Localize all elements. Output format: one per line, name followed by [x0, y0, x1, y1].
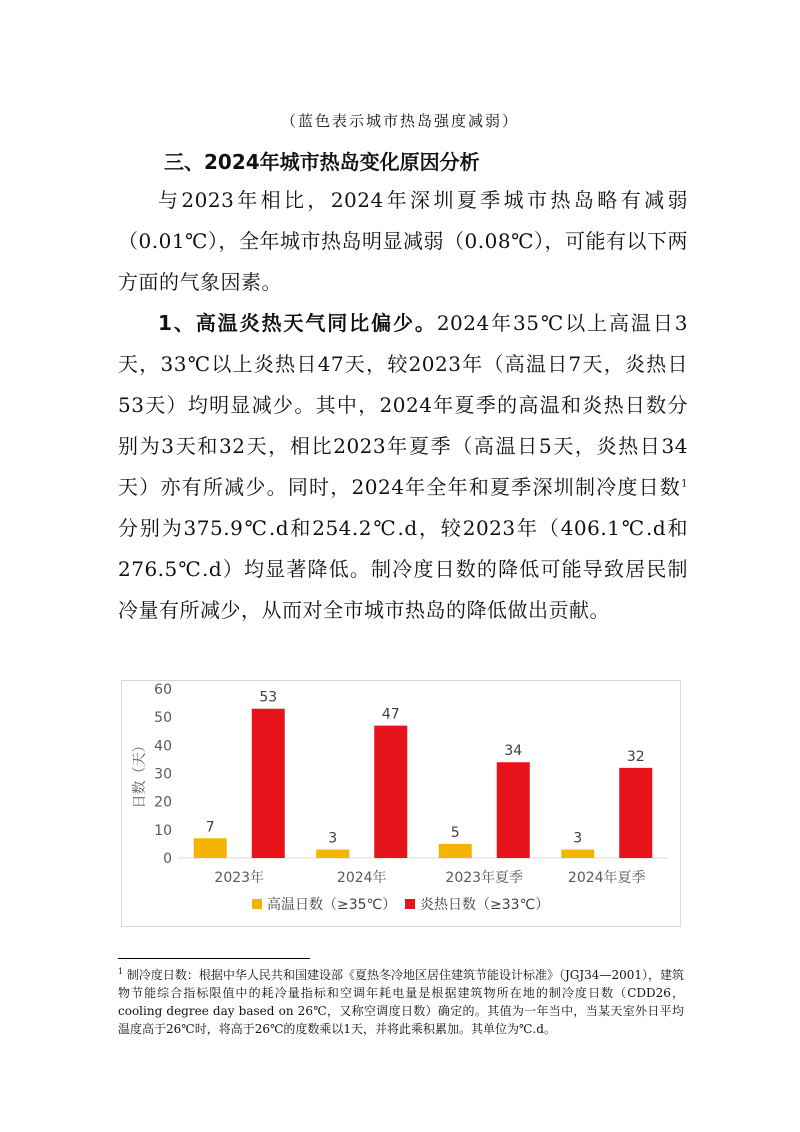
- bar-hot-day-1: [374, 726, 407, 858]
- data-label-high-temp-2: 5: [450, 824, 460, 841]
- bar-hot-day-0: [252, 709, 285, 858]
- legend-label-0: 高温日数（≥35℃）: [267, 897, 397, 913]
- paragraph-2-part-1: 2024年35℃以上高温日3天，33℃以上炎热日47天，较2023年（高温日7天，炎热日53天）均明显减少。其中，2024年夏季的高温和炎热日数分别为3天和32天，相比2023年夏季（高温日5天，炎热日34天）亦有所减少。同时，2024年全年和夏季深圳制冷度日数: [118, 311, 688, 499]
- y-tick-label-2: 20: [154, 794, 172, 811]
- data-label-high-temp-0: 7: [205, 819, 215, 836]
- footnote: [118, 966, 684, 1038]
- footnote-marker[interactable]: 1: [681, 478, 688, 490]
- data-label-hot-day-2: 34: [504, 743, 523, 760]
- x-tick-label-2: 2023年夏季: [445, 870, 524, 886]
- y-tick-label-6: 60: [154, 682, 172, 698]
- bar-high-temp-2: [439, 844, 472, 858]
- data-label-hot-day-1: 47: [381, 706, 400, 723]
- y-tick-label-5: 50: [154, 710, 172, 727]
- data-label-high-temp-3: 3: [573, 830, 583, 847]
- paragraph-2-part-2: 分别为375.9℃.d和254.2℃.d，较2023年（406.1℃.d和276.5℃.d）均显著降低。制冷度日数的降低可能导致居民制冷量有所减少，从而对全市城市热岛的降低做出贡献。: [118, 516, 688, 622]
- legend-swatch-0: [252, 899, 262, 909]
- legend-swatch-1: [405, 899, 415, 909]
- bar-high-temp-0: [194, 838, 227, 858]
- paragraph-2: [118, 303, 688, 631]
- body-text: [118, 180, 688, 631]
- figure-caption: （蓝色表示城市热岛强度减弱）: [280, 112, 519, 130]
- paragraph-1: 与2023年相比，2024年深圳夏季城市热岛略有减弱（0.01℃），全年城市热岛明显减弱（0.08℃），可能有以下两方面的气象因素。: [118, 188, 688, 294]
- bar-high-temp-1: [316, 850, 349, 858]
- bar-hot-day-3: [619, 768, 652, 858]
- x-tick-label-3: 2024年夏季: [567, 870, 646, 886]
- data-label-hot-day-3: 32: [626, 748, 645, 765]
- footnote-divider: [118, 958, 310, 959]
- section-heading: 三、2024年城市热岛变化原因分析: [164, 150, 480, 174]
- footnote-number: 1: [118, 967, 124, 976]
- y-axis-title: 日数（天）: [132, 738, 148, 809]
- data-label-hot-day-0: 53: [259, 689, 278, 706]
- bar-chart: [121, 680, 681, 927]
- y-tick-label-4: 40: [154, 738, 172, 755]
- paragraph-lead: 1、高温炎热天气同比偏少。: [158, 311, 437, 335]
- data-label-high-temp-1: 3: [328, 830, 338, 847]
- y-tick-label-3: 30: [154, 766, 172, 783]
- bar-high-temp-3: [561, 850, 594, 858]
- x-tick-label-1: 2024年: [336, 870, 387, 886]
- y-tick-label-1: 10: [154, 822, 172, 839]
- legend-label-1: 炎热日数（≥33℃）: [420, 897, 550, 913]
- chart-svg: [122, 681, 680, 926]
- x-tick-label-0: 2023年: [214, 870, 265, 886]
- bar-hot-day-2: [497, 762, 530, 858]
- footnote-text: 制冷度日数：根据中华人民共和国建设部《夏热冬冷地区居住建筑节能设计标准》（JGJ34—2001），建筑物节能综合指标限值中的耗冷量指标和空调年耗电量是根据建筑物所在地的制冷度日数（CDD26，cooling degree day based on 26℃，又称空调度日数）确定的。其值为一年当中，当某天室外日平均温度高于26℃时，将高于26℃的度数乘以1天，并将此乘积累加。其单位为℃.d。: [118, 968, 684, 1036]
- y-tick-label-0: 0: [163, 851, 172, 867]
